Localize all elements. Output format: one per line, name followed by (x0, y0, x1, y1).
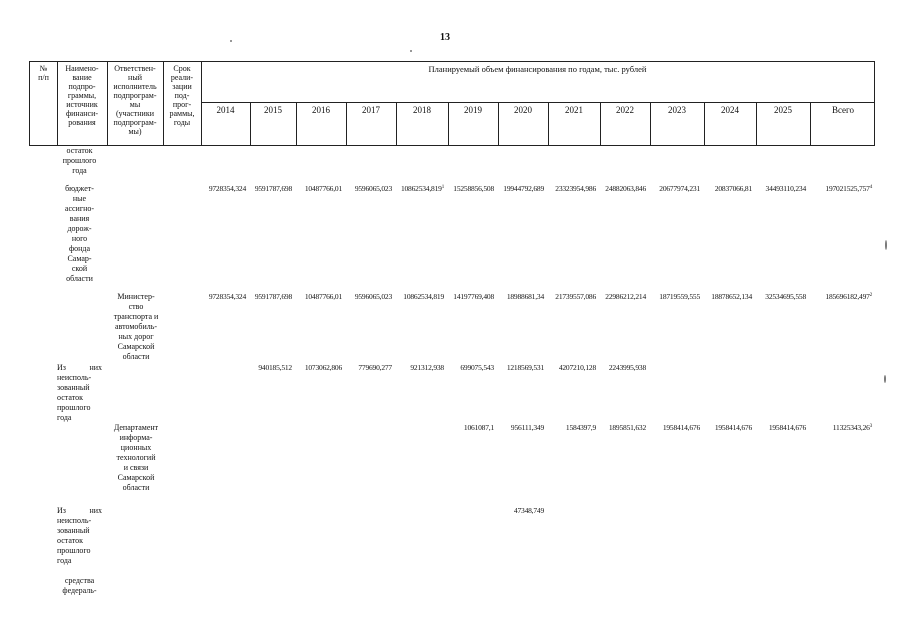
value-cell: 9728354,324 (208, 292, 246, 301)
value-cell: 47348,749 (513, 506, 544, 515)
value-cell: 1061087,1 (463, 423, 494, 432)
value-cell: 10862534,819$^1$ (400, 184, 444, 193)
footnote-mark: 1 (441, 185, 444, 190)
value-cell: 19944792,689 (503, 184, 544, 193)
header-year-2018: 2018 (413, 105, 431, 115)
value-cell: 10487766,01 (304, 292, 342, 301)
value-cell: 921312,938 (410, 363, 444, 372)
value-cell: 18988681,34 (506, 292, 544, 301)
header-col-number-text: № п/п (38, 64, 49, 82)
header-col-responsible (107, 64, 163, 136)
value-cell: 21739557,086 (555, 292, 596, 301)
scan-speck (410, 50, 412, 52)
value-cell: 23323954,986 (555, 184, 596, 193)
header-year-2023: 2023 (668, 105, 686, 115)
value-cell: 20837066,81 (714, 184, 752, 193)
value-cell: 9728354,324 (208, 184, 246, 193)
header-year-2020: 2020 (514, 105, 532, 115)
value-cell: 197021525,757$^4$ (825, 184, 872, 193)
value-cell: 9591787,698 (254, 292, 292, 301)
header-year-total: Всего (831, 105, 855, 115)
value-cell: 18878652,134 (711, 292, 752, 301)
value-cell: 14197769,408 (453, 292, 494, 301)
header-year-2017: 2017 (362, 105, 380, 115)
footnote-mark: 2 (869, 293, 872, 298)
table-header (29, 61, 875, 146)
value-cell: 20677974,231 (659, 184, 700, 193)
row-label: средства федераль- (62, 576, 97, 595)
header-col-term-text: Срок реали- зации под- прог- раммы, годы (169, 64, 195, 127)
row-label: Из них неисполь- зованный остаток прошлого года (57, 363, 102, 422)
value-cell: 1958414,676 (662, 423, 700, 432)
value-cell: 32534695,558 (765, 292, 806, 301)
header-year-2025: 2025 (774, 105, 792, 115)
value-cell: 1073062,806 (304, 363, 342, 372)
value-cell: 1895851,632 (608, 423, 646, 432)
header-year-2016: 2016 (312, 105, 330, 115)
value-cell: 24882063,846 (605, 184, 646, 193)
value-cell: 2243995,938 (608, 363, 646, 372)
value-cell: 9596065,023 (354, 184, 392, 193)
value-cell: 18719559,555 (659, 292, 700, 301)
value-cell: 10487766,01 (304, 184, 342, 193)
header-year-2014: 2014 (216, 105, 235, 115)
row-responsible: Департамент информа- ционных технологий и связи Самарской области (113, 423, 159, 492)
value-cell: 9596065,023 (354, 292, 392, 301)
footnote-mark: 4 (869, 185, 872, 190)
header-year-2022: 2022 (616, 105, 634, 115)
header-year-2015: 2015 (264, 105, 282, 115)
value-cell: 956111,349 (510, 423, 544, 432)
value-cell: 11325343,26$^3$ (832, 423, 872, 432)
footnote-mark: 3 (869, 424, 872, 429)
value-cell: 699075,543 (460, 363, 494, 372)
value-cell: 779690,277 (358, 363, 392, 372)
value-cell: 185696182,497$^2$ (825, 292, 872, 301)
scan-speck (230, 40, 232, 42)
value-cell: 9591787,698 (254, 184, 292, 193)
row-label: остаток прошлого года (62, 146, 97, 175)
value-cell: 15258856,508 (453, 184, 494, 193)
header-year-2024: 2024 (721, 105, 739, 115)
header-col-number (30, 64, 57, 82)
header-col-term (163, 64, 201, 127)
value-cell: 1958414,676 (768, 423, 806, 432)
value-cell: 22986212,214 (605, 292, 646, 301)
row-label: Из них неисполь- зованный остаток прошлого года (57, 506, 102, 565)
page-number: 13 (440, 32, 450, 43)
row-responsible: Министер- ство транспорта и автомобиль- ных дорог Самарской области (113, 292, 159, 361)
value-cell: 4207210,128 (558, 363, 596, 372)
value-cell: 940185,512 (258, 363, 292, 372)
header-col-name-text: Наимено- вание подпро- граммы, источник финанси- рования (65, 64, 99, 127)
header-col-name (57, 64, 107, 127)
value-cell: 1958414,676 (714, 423, 752, 432)
value-cell: 10862534,819 (403, 292, 444, 301)
header-col-responsible-text: Ответствен- ный исполнитель подпрограм- мы (участники подпрограм- мы) (113, 64, 157, 136)
value-cell: 1584397,9 (565, 423, 596, 432)
header-plan-label: Планируемый объем финансирования по годам, тыс. рублей (428, 64, 647, 74)
table-body (0, 146, 905, 634)
value-cell: 1218569,531 (506, 363, 544, 372)
header-year-2021: 2021 (565, 105, 583, 115)
header-year-2019: 2019 (464, 105, 482, 115)
value-cell: 34493110,234 (765, 184, 806, 193)
row-label: бюджет- ные ассигно- вания дорож- ного фонда Самар- ской области (64, 184, 95, 283)
